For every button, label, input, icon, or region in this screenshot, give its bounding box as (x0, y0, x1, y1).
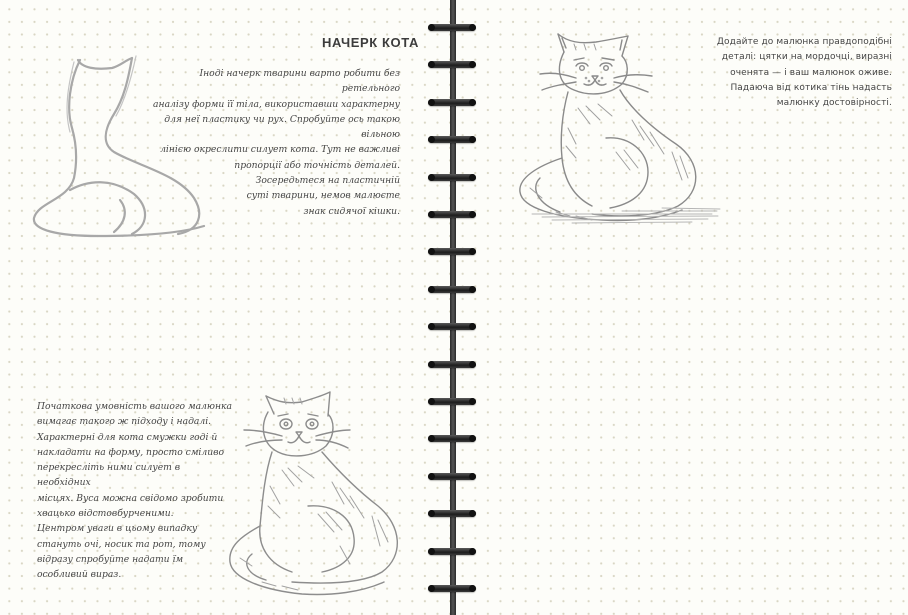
page-title: НАЧЕРК КОТА (322, 35, 419, 50)
cat-striped-sketch (222, 386, 412, 606)
striped-cat-paragraph: Початкова умовність вашого малюнка вимагає такого ж підходу і надалі. Характерні для кота смужки годі й накладати на форму, просто сміливо перекресліть ними силует в необхідних місцях. Вуса можна свідомо зробити хвацько відстовбурченими. Центром уваги в цьому випадку стануть очі, носик та рот, тому відразу спробуйте надати їм особливий вираз. (37, 401, 233, 581)
cat-detailed-sketch (512, 28, 722, 228)
details-paragraph: Додайте до малюнка правдоподібні деталі: цятки на мордочці, виразні оченята — і ваш малюнок оживе. Падаюча від котика тінь надасть малюнку достовірності. (716, 37, 892, 109)
intro-paragraph: Іноді начерк тварини варто робити без ретельного аналізу форми її тіла, використавши характерну для неї пластику чи рух. Спробуйте ось такою вільною лінією окреслити силует кота. Тут не важливі пропорції або точність деталей. Зосередьтеся на пластичній суті тварини, немов малюєте знак сидячої кішки. (153, 68, 400, 217)
left-page (0, 0, 452, 615)
right-page (456, 0, 908, 615)
